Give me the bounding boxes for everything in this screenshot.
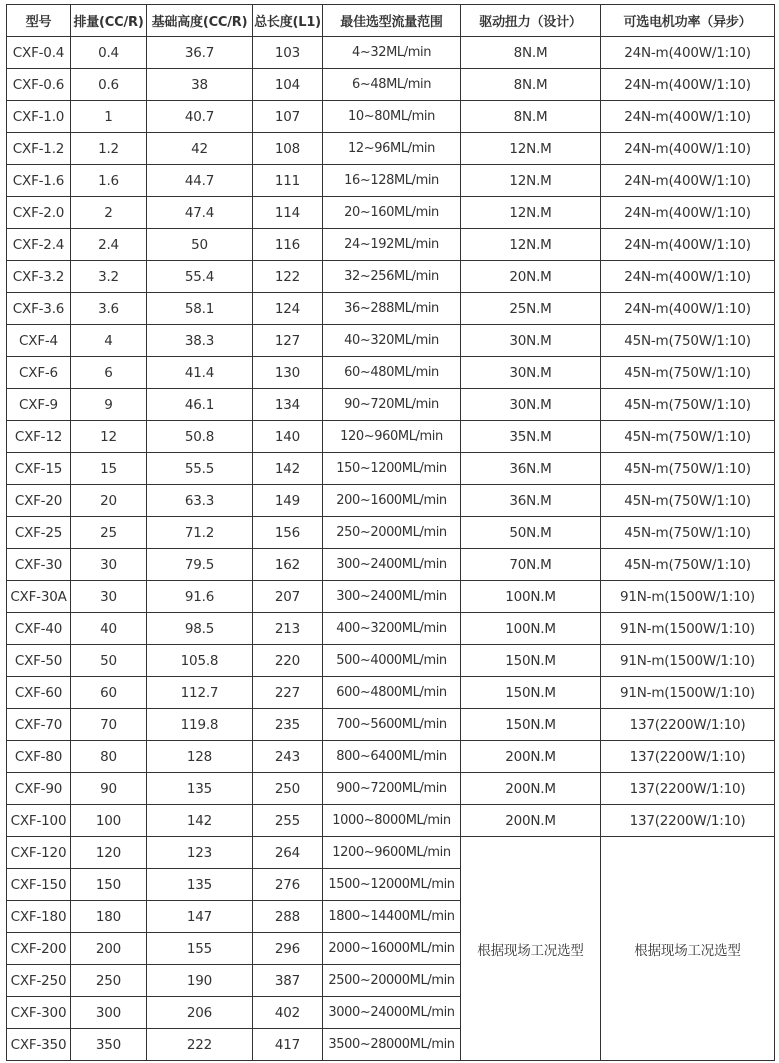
displacement-cell: 60 <box>71 677 147 709</box>
flow-range-cell: 90~720ML/min <box>323 389 461 421</box>
model-cell: CXF-9 <box>7 389 71 421</box>
table-row <box>7 101 775 133</box>
displacement-cell: 1.6 <box>71 165 147 197</box>
displacement-cell: 120 <box>71 837 147 869</box>
model-cell: CXF-1.2 <box>7 133 71 165</box>
total-length-cell: 140 <box>253 421 323 453</box>
displacement-cell: 1 <box>71 101 147 133</box>
displacement-cell: 0.6 <box>71 69 147 101</box>
table-row <box>7 453 775 485</box>
displacement-cell: 80 <box>71 741 147 773</box>
motor-power-cell: 24N-m(400W/1:10) <box>601 261 775 293</box>
model-cell: CXF-180 <box>7 901 71 933</box>
displacement-cell: 350 <box>71 1029 147 1061</box>
base-height-cell: 40.7 <box>147 101 253 133</box>
flow-range-cell: 800~6400ML/min <box>323 741 461 773</box>
model-cell: CXF-60 <box>7 677 71 709</box>
drive-torque-cell: 200N.M <box>461 773 601 805</box>
flow-range-cell: 60~480ML/min <box>323 357 461 389</box>
flow-range-cell: 1200~9600ML/min <box>323 837 461 869</box>
model-cell: CXF-0.4 <box>7 37 71 69</box>
displacement-cell: 15 <box>71 453 147 485</box>
flow-range-cell: 40~320ML/min <box>323 325 461 357</box>
motor-power-cell: 137(2200W/1:10) <box>601 773 775 805</box>
drive-torque-cell: 8N.M <box>461 69 601 101</box>
table-row <box>7 197 775 229</box>
displacement-cell: 250 <box>71 965 147 997</box>
flow-range-cell: 6~48ML/min <box>323 69 461 101</box>
displacement-cell: 30 <box>71 581 147 613</box>
table-row <box>7 581 775 613</box>
drive-torque-merged-note: 根据现场工况选型 <box>461 837 601 1061</box>
flow-range-cell: 600~4800ML/min <box>323 677 461 709</box>
table-row <box>7 37 775 69</box>
drive-torque-cell: 150N.M <box>461 677 601 709</box>
table-row <box>7 357 775 389</box>
header-total-length: 总长度(L1) <box>253 5 323 37</box>
base-height-cell: 105.8 <box>147 645 253 677</box>
table-row <box>7 485 775 517</box>
motor-power-cell: 137(2200W/1:10) <box>601 709 775 741</box>
motor-power-cell: 24N-m(400W/1:10) <box>601 37 775 69</box>
motor-power-cell: 24N-m(400W/1:10) <box>601 133 775 165</box>
total-length-cell: 108 <box>253 133 323 165</box>
base-height-cell: 63.3 <box>147 485 253 517</box>
motor-power-cell: 137(2200W/1:10) <box>601 741 775 773</box>
displacement-cell: 3.6 <box>71 293 147 325</box>
base-height-cell: 222 <box>147 1029 253 1061</box>
model-cell: CXF-25 <box>7 517 71 549</box>
table-row <box>7 613 775 645</box>
total-length-cell: 296 <box>253 933 323 965</box>
total-length-cell: 156 <box>253 517 323 549</box>
model-cell: CXF-0.6 <box>7 69 71 101</box>
drive-torque-cell: 35N.M <box>461 421 601 453</box>
flow-range-cell: 120~960ML/min <box>323 421 461 453</box>
model-cell: CXF-40 <box>7 613 71 645</box>
model-cell: CXF-50 <box>7 645 71 677</box>
base-height-cell: 119.8 <box>147 709 253 741</box>
drive-torque-cell: 50N.M <box>461 517 601 549</box>
header-base-height: 基础高度(CC/R) <box>147 5 253 37</box>
base-height-cell: 128 <box>147 741 253 773</box>
model-cell: CXF-6 <box>7 357 71 389</box>
displacement-cell: 300 <box>71 997 147 1029</box>
motor-power-cell: 45N-m(750W/1:10) <box>601 549 775 581</box>
flow-range-cell: 36~288ML/min <box>323 293 461 325</box>
base-height-cell: 147 <box>147 901 253 933</box>
total-length-cell: 130 <box>253 357 323 389</box>
flow-range-cell: 3000~24000ML/min <box>323 997 461 1029</box>
header-displacement: 排量(CC/R) <box>71 5 147 37</box>
model-cell: CXF-80 <box>7 741 71 773</box>
base-height-cell: 58.1 <box>147 293 253 325</box>
drive-torque-cell: 30N.M <box>461 389 601 421</box>
drive-torque-cell: 8N.M <box>461 37 601 69</box>
drive-torque-cell: 12N.M <box>461 133 601 165</box>
base-height-cell: 47.4 <box>147 197 253 229</box>
base-height-cell: 71.2 <box>147 517 253 549</box>
motor-power-cell: 24N-m(400W/1:10) <box>601 101 775 133</box>
total-length-cell: 288 <box>253 901 323 933</box>
model-cell: CXF-90 <box>7 773 71 805</box>
total-length-cell: 264 <box>253 837 323 869</box>
table-row <box>7 709 775 741</box>
table-row <box>7 421 775 453</box>
model-cell: CXF-350 <box>7 1029 71 1061</box>
displacement-cell: 100 <box>71 805 147 837</box>
displacement-cell: 70 <box>71 709 147 741</box>
flow-range-cell: 16~128ML/min <box>323 165 461 197</box>
motor-power-cell: 45N-m(750W/1:10) <box>601 325 775 357</box>
motor-power-cell: 91N-m(1500W/1:10) <box>601 677 775 709</box>
table-row <box>7 517 775 549</box>
base-height-cell: 135 <box>147 773 253 805</box>
table-row <box>7 69 775 101</box>
total-length-cell: 114 <box>253 197 323 229</box>
flow-range-cell: 32~256ML/min <box>323 261 461 293</box>
header-flow-range: 最佳选型流量范围 <box>323 5 461 37</box>
model-cell: CXF-15 <box>7 453 71 485</box>
total-length-cell: 213 <box>253 613 323 645</box>
motor-power-cell: 45N-m(750W/1:10) <box>601 389 775 421</box>
flow-range-cell: 2500~20000ML/min <box>323 965 461 997</box>
displacement-cell: 25 <box>71 517 147 549</box>
flow-range-cell: 500~4000ML/min <box>323 645 461 677</box>
displacement-cell: 1.2 <box>71 133 147 165</box>
drive-torque-cell: 20N.M <box>461 261 601 293</box>
flow-range-cell: 20~160ML/min <box>323 197 461 229</box>
flow-range-cell: 4~32ML/min <box>323 37 461 69</box>
model-cell: CXF-3.6 <box>7 293 71 325</box>
flow-range-cell: 10~80ML/min <box>323 101 461 133</box>
base-height-cell: 36.7 <box>147 37 253 69</box>
total-length-cell: 134 <box>253 389 323 421</box>
base-height-cell: 55.5 <box>147 453 253 485</box>
model-cell: CXF-2.4 <box>7 229 71 261</box>
table-row <box>7 293 775 325</box>
base-height-cell: 41.4 <box>147 357 253 389</box>
flow-range-cell: 1000~8000ML/min <box>323 805 461 837</box>
model-cell: CXF-200 <box>7 933 71 965</box>
motor-power-cell: 91N-m(1500W/1:10) <box>601 613 775 645</box>
model-cell: CXF-70 <box>7 709 71 741</box>
motor-power-cell: 24N-m(400W/1:10) <box>601 197 775 229</box>
total-length-cell: 207 <box>253 581 323 613</box>
flow-range-cell: 1800~14400ML/min <box>323 901 461 933</box>
total-length-cell: 235 <box>253 709 323 741</box>
motor-power-cell: 45N-m(750W/1:10) <box>601 421 775 453</box>
base-height-cell: 123 <box>147 837 253 869</box>
motor-power-cell: 24N-m(400W/1:10) <box>601 69 775 101</box>
displacement-cell: 0.4 <box>71 37 147 69</box>
total-length-cell: 124 <box>253 293 323 325</box>
base-height-cell: 38 <box>147 69 253 101</box>
total-length-cell: 107 <box>253 101 323 133</box>
base-height-cell: 142 <box>147 805 253 837</box>
model-cell: CXF-30 <box>7 549 71 581</box>
motor-power-cell: 24N-m(400W/1:10) <box>601 229 775 261</box>
model-cell: CXF-1.0 <box>7 101 71 133</box>
model-cell: CXF-12 <box>7 421 71 453</box>
drive-torque-cell: 150N.M <box>461 645 601 677</box>
base-height-cell: 206 <box>147 997 253 1029</box>
flow-range-cell: 3500~28000ML/min <box>323 1029 461 1061</box>
header-motor-power: 可选电机功率（异步） <box>601 5 775 37</box>
drive-torque-cell: 150N.M <box>461 709 601 741</box>
total-length-cell: 127 <box>253 325 323 357</box>
model-cell: CXF-1.6 <box>7 165 71 197</box>
header-drive-torque: 驱动扭力（设计） <box>461 5 601 37</box>
header-model: 型号 <box>7 5 71 37</box>
drive-torque-cell: 200N.M <box>461 805 601 837</box>
table-row <box>7 741 775 773</box>
table-row <box>7 325 775 357</box>
header-row <box>7 5 775 37</box>
flow-range-cell: 700~5600ML/min <box>323 709 461 741</box>
total-length-cell: 103 <box>253 37 323 69</box>
model-cell: CXF-20 <box>7 485 71 517</box>
displacement-cell: 90 <box>71 773 147 805</box>
displacement-cell: 40 <box>71 613 147 645</box>
total-length-cell: 402 <box>253 997 323 1029</box>
base-height-cell: 79.5 <box>147 549 253 581</box>
base-height-cell: 135 <box>147 869 253 901</box>
base-height-cell: 50.8 <box>147 421 253 453</box>
total-length-cell: 227 <box>253 677 323 709</box>
base-height-cell: 50 <box>147 229 253 261</box>
displacement-cell: 180 <box>71 901 147 933</box>
drive-torque-cell: 30N.M <box>461 357 601 389</box>
base-height-cell: 42 <box>147 133 253 165</box>
table-row <box>7 677 775 709</box>
total-length-cell: 142 <box>253 453 323 485</box>
drive-torque-cell: 70N.M <box>461 549 601 581</box>
model-cell: CXF-30A <box>7 581 71 613</box>
model-cell: CXF-2.0 <box>7 197 71 229</box>
displacement-cell: 3.2 <box>71 261 147 293</box>
model-cell: CXF-4 <box>7 325 71 357</box>
flow-range-cell: 300~2400ML/min <box>323 549 461 581</box>
base-height-cell: 190 <box>147 965 253 997</box>
model-cell: CXF-150 <box>7 869 71 901</box>
displacement-cell: 9 <box>71 389 147 421</box>
displacement-cell: 150 <box>71 869 147 901</box>
displacement-cell: 2 <box>71 197 147 229</box>
base-height-cell: 38.3 <box>147 325 253 357</box>
table-row <box>7 261 775 293</box>
pump-spec-table <box>6 4 775 1061</box>
motor-power-cell: 45N-m(750W/1:10) <box>601 517 775 549</box>
table-row <box>7 389 775 421</box>
total-length-cell: 122 <box>253 261 323 293</box>
total-length-cell: 220 <box>253 645 323 677</box>
base-height-cell: 55.4 <box>147 261 253 293</box>
drive-torque-cell: 12N.M <box>461 229 601 261</box>
model-cell: CXF-100 <box>7 805 71 837</box>
motor-power-cell: 45N-m(750W/1:10) <box>601 357 775 389</box>
base-height-cell: 112.7 <box>147 677 253 709</box>
total-length-cell: 255 <box>253 805 323 837</box>
motor-power-cell: 24N-m(400W/1:10) <box>601 165 775 197</box>
table-row <box>7 165 775 197</box>
table-row <box>7 773 775 805</box>
drive-torque-cell: 8N.M <box>461 101 601 133</box>
model-cell: CXF-250 <box>7 965 71 997</box>
drive-torque-cell: 36N.M <box>461 485 601 517</box>
displacement-cell: 200 <box>71 933 147 965</box>
motor-power-cell: 91N-m(1500W/1:10) <box>601 645 775 677</box>
displacement-cell: 6 <box>71 357 147 389</box>
total-length-cell: 104 <box>253 69 323 101</box>
total-length-cell: 276 <box>253 869 323 901</box>
displacement-cell: 50 <box>71 645 147 677</box>
motor-power-merged-note: 根据现场工况选型 <box>601 837 775 1061</box>
base-height-cell: 98.5 <box>147 613 253 645</box>
drive-torque-cell: 30N.M <box>461 325 601 357</box>
displacement-cell: 20 <box>71 485 147 517</box>
motor-power-cell: 45N-m(750W/1:10) <box>601 485 775 517</box>
drive-torque-cell: 36N.M <box>461 453 601 485</box>
table-row <box>7 549 775 581</box>
flow-range-cell: 1500~12000ML/min <box>323 869 461 901</box>
flow-range-cell: 200~1600ML/min <box>323 485 461 517</box>
flow-range-cell: 300~2400ML/min <box>323 581 461 613</box>
total-length-cell: 250 <box>253 773 323 805</box>
flow-range-cell: 12~96ML/min <box>323 133 461 165</box>
total-length-cell: 162 <box>253 549 323 581</box>
table-body <box>7 37 775 1061</box>
base-height-cell: 155 <box>147 933 253 965</box>
motor-power-cell: 91N-m(1500W/1:10) <box>601 581 775 613</box>
drive-torque-cell: 12N.M <box>461 165 601 197</box>
table-row <box>7 805 775 837</box>
table-row <box>7 837 775 869</box>
table-row <box>7 645 775 677</box>
total-length-cell: 116 <box>253 229 323 261</box>
total-length-cell: 111 <box>253 165 323 197</box>
total-length-cell: 149 <box>253 485 323 517</box>
total-length-cell: 243 <box>253 741 323 773</box>
table-row <box>7 133 775 165</box>
total-length-cell: 387 <box>253 965 323 997</box>
flow-range-cell: 150~1200ML/min <box>323 453 461 485</box>
base-height-cell: 46.1 <box>147 389 253 421</box>
flow-range-cell: 24~192ML/min <box>323 229 461 261</box>
flow-range-cell: 2000~16000ML/min <box>323 933 461 965</box>
flow-range-cell: 900~7200ML/min <box>323 773 461 805</box>
model-cell: CXF-300 <box>7 997 71 1029</box>
flow-range-cell: 400~3200ML/min <box>323 613 461 645</box>
drive-torque-cell: 200N.M <box>461 741 601 773</box>
drive-torque-cell: 25N.M <box>461 293 601 325</box>
motor-power-cell: 45N-m(750W/1:10) <box>601 453 775 485</box>
drive-torque-cell: 100N.M <box>461 613 601 645</box>
displacement-cell: 4 <box>71 325 147 357</box>
table-row <box>7 229 775 261</box>
model-cell: CXF-3.2 <box>7 261 71 293</box>
base-height-cell: 91.6 <box>147 581 253 613</box>
displacement-cell: 12 <box>71 421 147 453</box>
displacement-cell: 30 <box>71 549 147 581</box>
motor-power-cell: 137(2200W/1:10) <box>601 805 775 837</box>
drive-torque-cell: 12N.M <box>461 197 601 229</box>
displacement-cell: 2.4 <box>71 229 147 261</box>
motor-power-cell: 24N-m(400W/1:10) <box>601 293 775 325</box>
total-length-cell: 417 <box>253 1029 323 1061</box>
base-height-cell: 44.7 <box>147 165 253 197</box>
flow-range-cell: 250~2000ML/min <box>323 517 461 549</box>
model-cell: CXF-120 <box>7 837 71 869</box>
drive-torque-cell: 100N.M <box>461 581 601 613</box>
